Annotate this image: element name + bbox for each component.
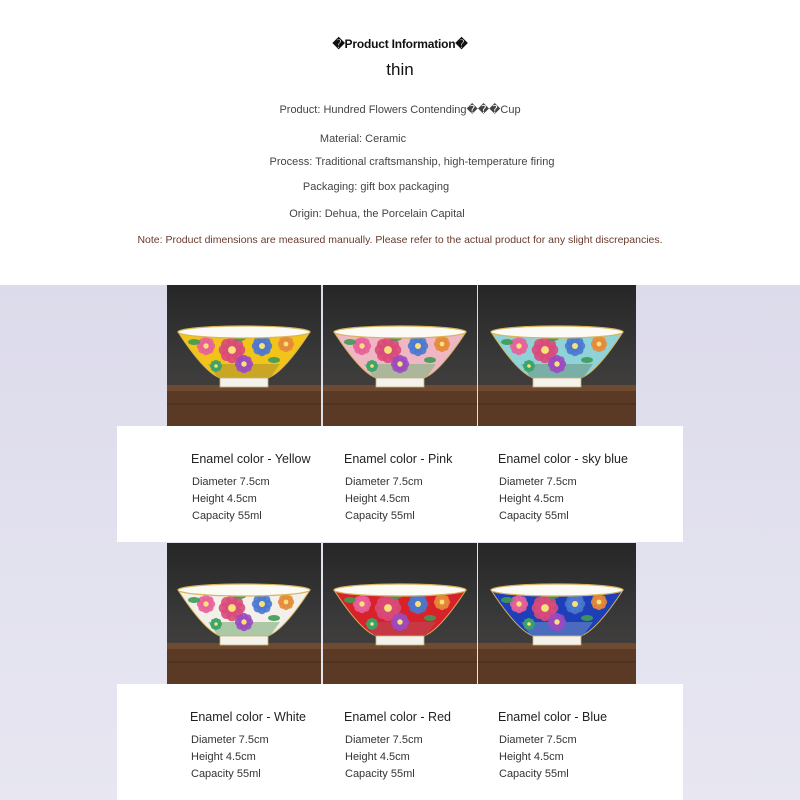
cup-image xyxy=(167,285,321,426)
product-title: Enamel color - Red xyxy=(344,710,451,724)
product-capacity: Capacity 55ml xyxy=(191,768,261,780)
product-height: Height 4.5cm xyxy=(345,751,410,763)
info-material: Material: Ceramic xyxy=(319,133,407,145)
product-title: Enamel color - Blue xyxy=(498,710,608,724)
product-height: Height 4.5cm xyxy=(192,493,257,505)
product-photo-sky-blue xyxy=(478,285,636,426)
product-caption-yellow xyxy=(191,452,341,525)
product-capacity: Capacity 55ml xyxy=(192,510,262,522)
product-capacity: Capacity 55ml xyxy=(499,510,569,522)
product-caption-blue xyxy=(498,710,648,783)
product-capacity: Capacity 55ml xyxy=(345,768,415,780)
product-caption-pink xyxy=(344,452,494,525)
cup-image xyxy=(167,543,321,684)
product-diameter: Diameter 7.5cm xyxy=(192,476,270,488)
info-subheading: thin xyxy=(386,60,414,79)
product-photo-yellow xyxy=(167,285,321,426)
product-caption-red xyxy=(344,710,494,783)
product-diameter: Diameter 7.5cm xyxy=(499,476,577,488)
product-height: Height 4.5cm xyxy=(191,751,256,763)
product-caption-white xyxy=(190,710,340,783)
product-diameter: Diameter 7.5cm xyxy=(191,734,269,746)
product-capacity: Capacity 55ml xyxy=(499,768,569,780)
product-title: Enamel color - Yellow xyxy=(191,452,311,466)
info-heading: �Product Information� xyxy=(332,37,468,51)
product-photo-white xyxy=(167,543,321,684)
info-packaging: Packaging: gift box packaging xyxy=(302,181,450,193)
product-info-section xyxy=(0,0,800,285)
product-title: Enamel color - Pink xyxy=(344,452,453,466)
cup-image xyxy=(478,285,636,426)
product-height: Height 4.5cm xyxy=(499,751,564,763)
product-diameter: Diameter 7.5cm xyxy=(499,734,577,746)
product-photo-red xyxy=(323,543,477,684)
info-note: Note: Product dimensions are measured manually. Please refer to the actual product for any slight discrepancies. xyxy=(137,234,663,246)
product-diameter: Diameter 7.5cm xyxy=(345,476,423,488)
cup-image xyxy=(323,285,477,426)
product-diameter: Diameter 7.5cm xyxy=(345,734,423,746)
cup-image xyxy=(478,543,636,684)
product-height: Height 4.5cm xyxy=(499,493,564,505)
info-product: Product: Hundred Flowers Contending���Cup xyxy=(279,104,521,116)
product-height: Height 4.5cm xyxy=(345,493,410,505)
product-capacity: Capacity 55ml xyxy=(345,510,415,522)
product-title: Enamel color - White xyxy=(190,710,307,724)
info-origin: Origin: Dehua, the Porcelain Capital xyxy=(289,208,465,220)
product-photo-blue xyxy=(478,543,636,684)
product-caption-sky-blue xyxy=(498,452,648,525)
product-title: Enamel color - sky blue xyxy=(498,452,628,466)
info-process: Process: Traditional craftsmanship, high-temperature firing xyxy=(269,156,555,168)
cup-image xyxy=(323,543,477,684)
product-photo-pink xyxy=(323,285,477,426)
